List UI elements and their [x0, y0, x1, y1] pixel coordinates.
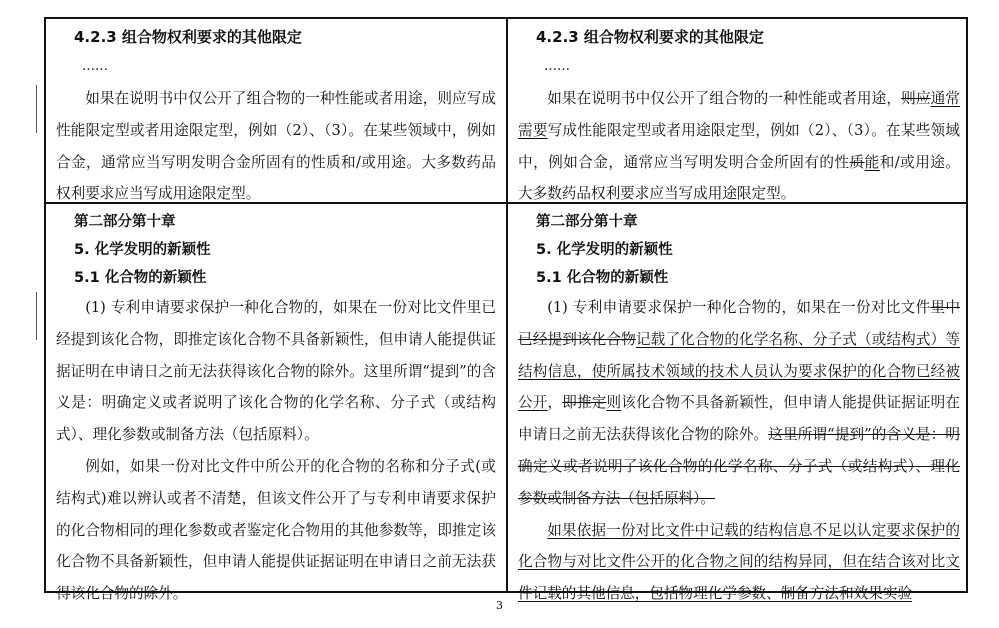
- section-heading: 4.2.3 组合物权利要求的其他限定: [74, 28, 302, 46]
- deleted-text: 即推定: [562, 394, 607, 412]
- text-run: (1) 专利申请要求保护一种化合物的，如果在一份对比文件: [547, 299, 931, 316]
- paragraph: [518, 83, 960, 210]
- inserted-text: 如果依据一份对比文件中记载的结构信息不足以认定要求保护的化合物与对比文件公开的化合物之间的结构异同，但在结合该对比文件记载的其他信息，包括物理化学参数、制备方法和效果实验: [518, 521, 960, 603]
- subsection-heading: 5.1 化合物的新颖性: [74, 270, 207, 286]
- paragraph: [518, 515, 960, 610]
- deleted-text: 则应: [901, 90, 931, 107]
- subsection-heading: 5.1 化合物的新颖性: [536, 270, 669, 286]
- inserted-text: 记载了化合物的化学名称、分子式（或结构式）等结构信息，使所属技术领域的技术人员认为要求保护的化合物已经被公开: [518, 330, 960, 412]
- cell-revised-composition: [508, 19, 968, 202]
- paragraph: [518, 292, 960, 515]
- comparison-table: [44, 17, 968, 603]
- paragraph: 如果在说明书中仅公开了组合物的一种性能或者用途，则应写成性能限定型或者用途限定型，例如（2）、（3）。在某些领域中，例如合金，通常应当写明发明合金所固有的性质和/或用途。大多数药品权利要求应当写成用途限定型。: [56, 90, 496, 203]
- chapter-heading: 第二部分第十章: [74, 214, 176, 230]
- change-bar-bottom: [36, 292, 37, 340]
- inserted-text: 通常需要: [518, 90, 960, 139]
- ellipsis: ……: [82, 59, 108, 74]
- cell-original-novelty: [46, 204, 506, 603]
- inserted-text: 则: [606, 394, 622, 412]
- text-run: 写成性能限定型或者用途限定型，例如（2）、（3）。在某些领域中，例如合金，通常应当写明发明合金所固有的性: [518, 121, 960, 171]
- paragraph: 例如，如果一份对比文件中所公开的化合物的名称和分子式(或结构式)难以辨认或者不清楚，但该文件公开了与专利申请要求保护的化合物相同的理化参数或者鉴定化合物用的其他参数等，即推定该化合物不具备新颖性，但申请人能提供证据证明在申请日之前无法获得该化合物的除外。: [56, 457, 496, 603]
- page-number: 3: [496, 599, 503, 612]
- cell-revised-novelty: [508, 204, 968, 603]
- deleted-text: 这里所谓“提到”的含义是：明确定义或者说明了该化合物的化学名称、分子式（或结构式）、理化参数或制备方法（包括原料）。: [518, 426, 960, 507]
- section-heading: 5. 化学发明的新颖性: [74, 242, 211, 258]
- paragraph: (1) 专利申请要求保护一种化合物的，如果在一份对比文件里已经提到该化合物，即推定该化合物不具备新颖性，但申请人能提供证据证明在申请日之前无法获得该化合物的除外。这里所谓“提到”的含义是：明确定义或者说明了该化合物的化学名称、分子式（或结构式）、理化参数或制备方法（包括原料）。: [56, 299, 496, 444]
- text-run: 该化合物不具备新颖性，但申请人能提供证据证明在申请日之前无法获得该化合物的除外。: [518, 394, 960, 444]
- change-bar-top: [36, 85, 37, 133]
- text-run: ，: [547, 394, 563, 412]
- text-run: 和/或用途。大多数药品权利要求应当写成用途限定型。: [518, 153, 960, 203]
- deleted-text: 质: [849, 153, 865, 171]
- ellipsis: ……: [544, 59, 570, 74]
- deleted-text: 里中已经提到该化合物: [518, 299, 960, 348]
- cell-original-composition: [46, 19, 506, 202]
- chapter-heading: 第二部分第十章: [536, 214, 638, 230]
- text-run: 如果在说明书中仅公开了组合物的一种性能或者用途，: [547, 90, 902, 107]
- inserted-text: 能: [864, 153, 880, 171]
- section-heading: 5. 化学发明的新颖性: [536, 242, 673, 258]
- section-heading: 4.2.3 组合物权利要求的其他限定: [536, 28, 764, 46]
